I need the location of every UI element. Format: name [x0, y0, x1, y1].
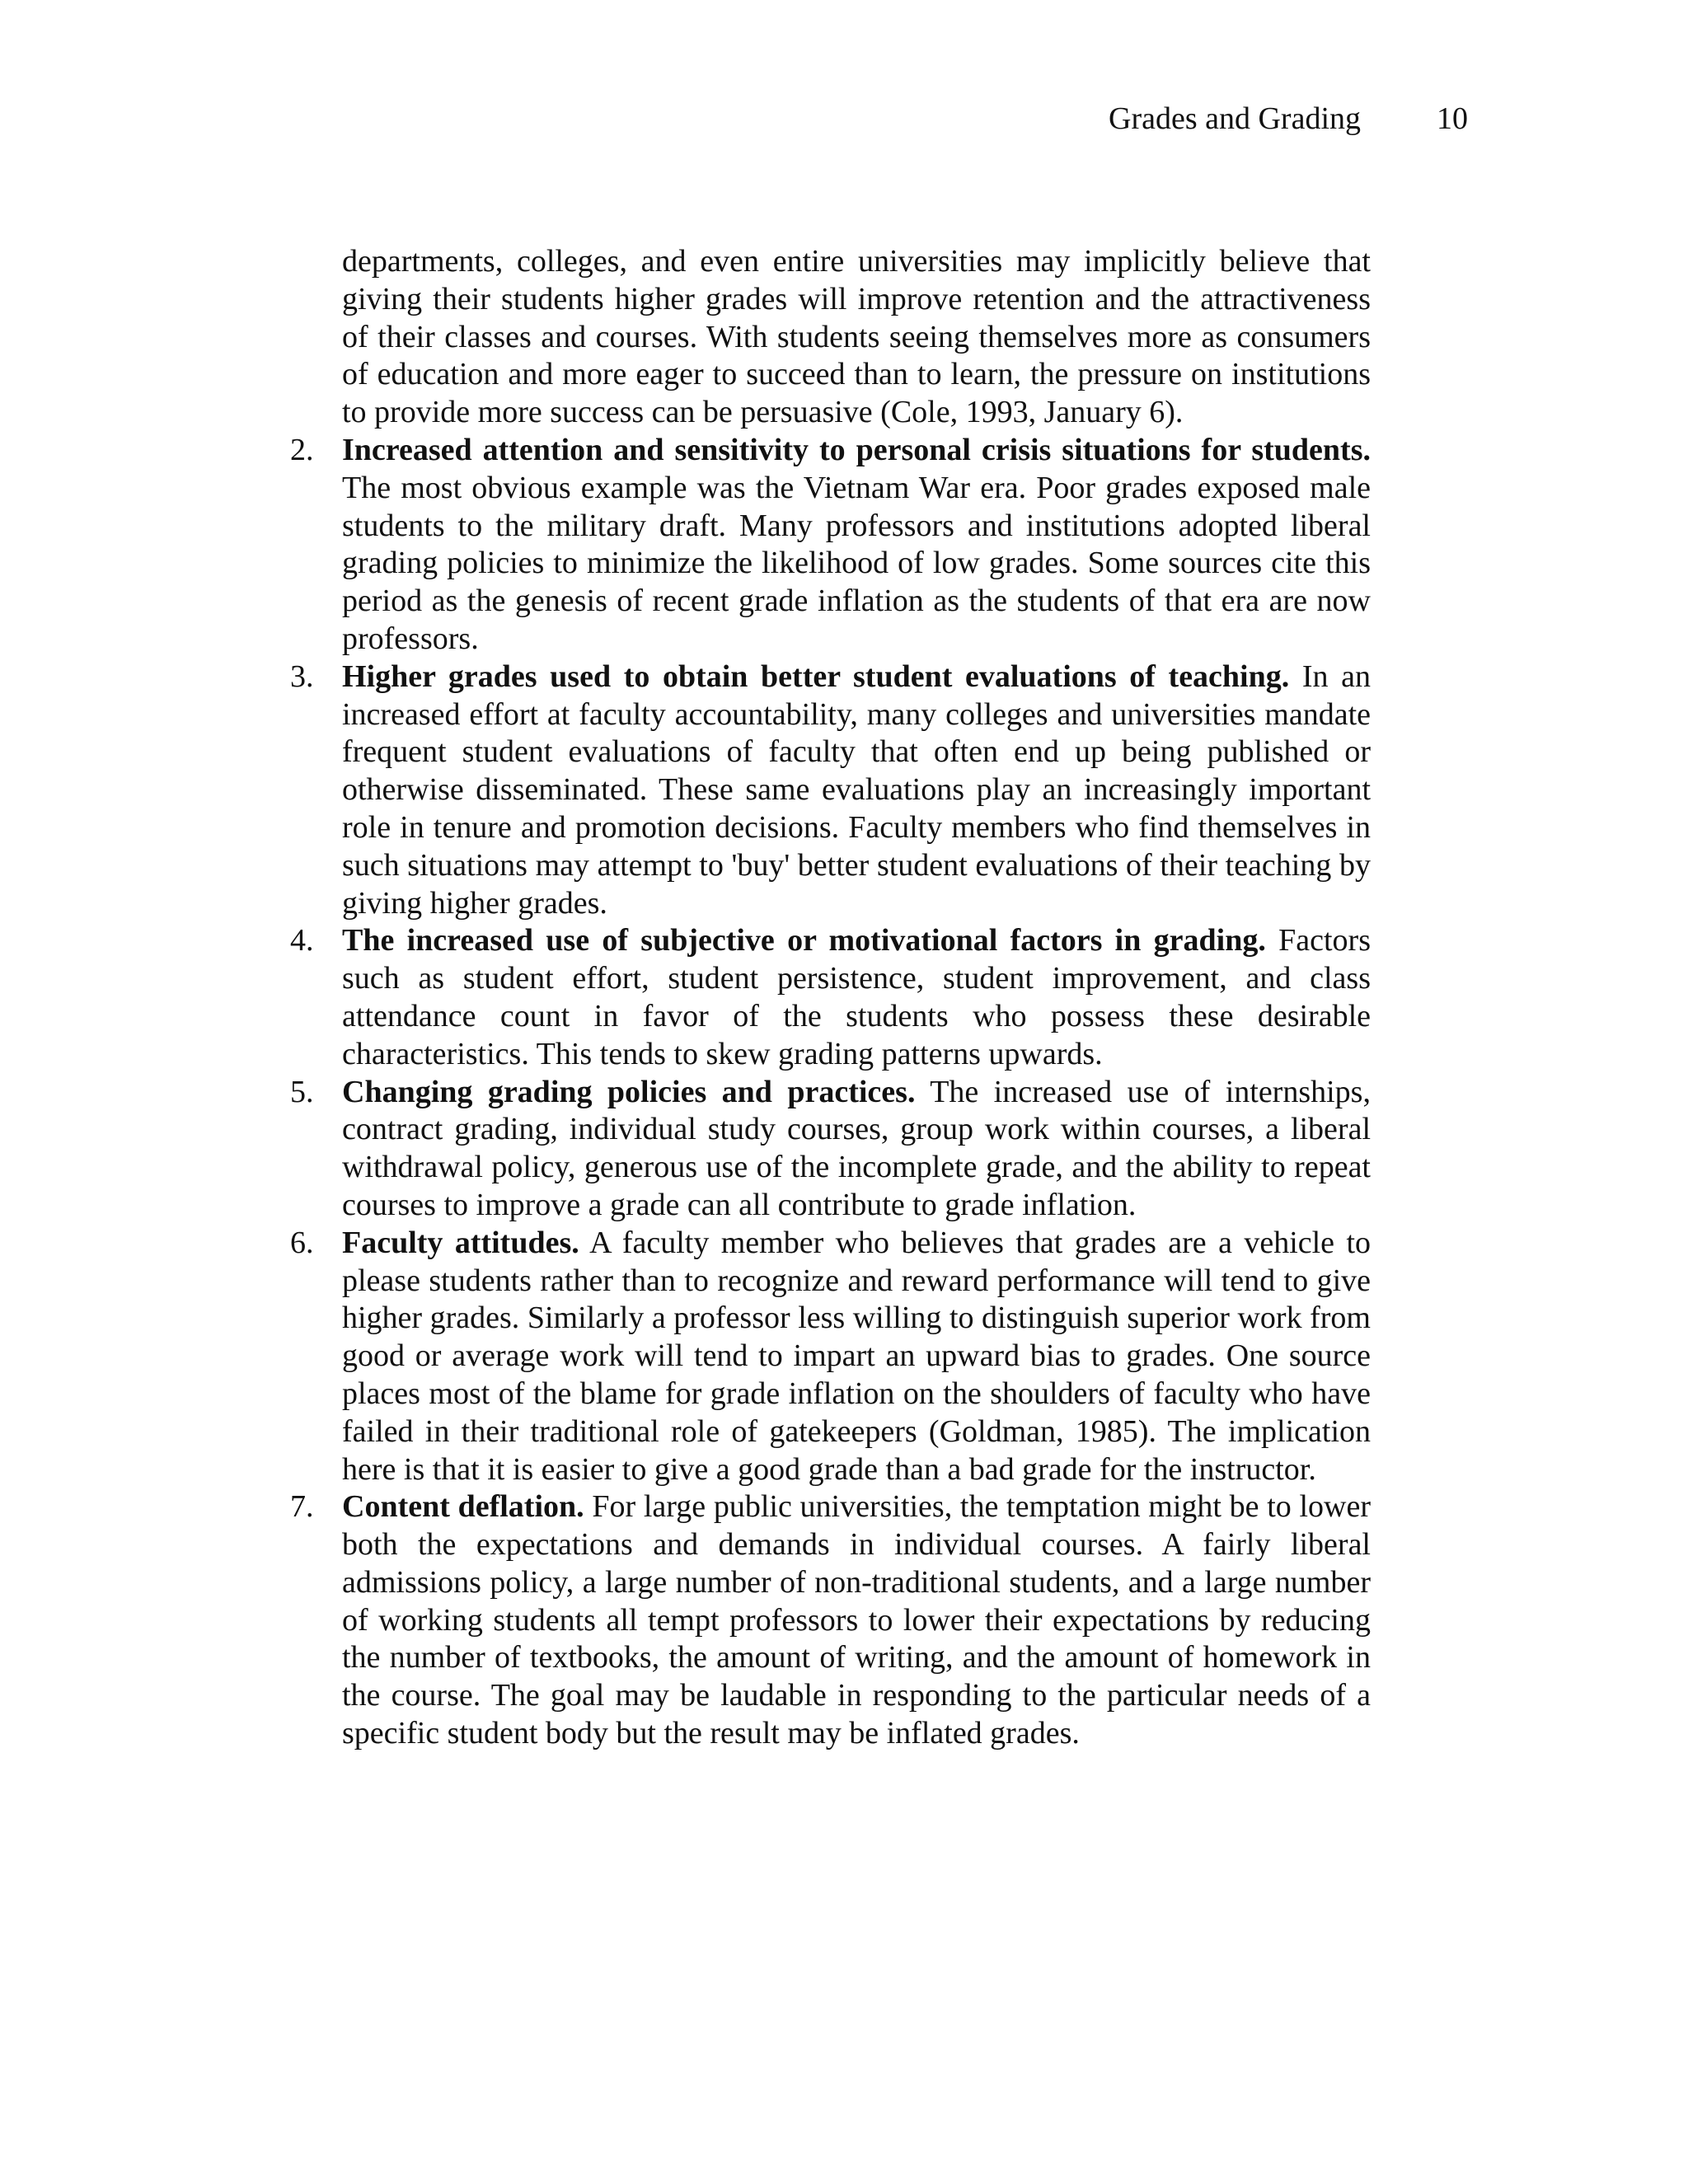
list-item-number: 7.	[290, 1489, 314, 1525]
list-item	[290, 432, 1371, 658]
list-item-text: In an increased effort at faculty accountability, many colleges and universities mandate frequent student evaluations of faculty that often end up being published or otherwise disseminated. These same evaluations play an increasingly important role in tenure and promotion decisions. Faculty members who find themselves in such situations may attempt to 'buy' better student evaluations of their teaching by giving higher grades.	[342, 658, 1372, 921]
list-item	[290, 658, 1372, 923]
list-item	[290, 1074, 1371, 1225]
page-number: 10	[1437, 101, 1468, 136]
running-title: Grades and Grading	[1109, 101, 1362, 136]
continuation-paragraph: departments, colleges, and even entire universities may implicitly believe that giving their students higher grades will improve retention and the attractiveness of their classes and courses. With students seeing themselves more as consumers of education and more eager to succeed than to learn, the pressure on institutions to provide more success can be persuasive (Cole, 1993, January 6).	[342, 244, 1371, 430]
list-item	[290, 1225, 1371, 1489]
factor-list	[290, 432, 1372, 1753]
list-item-heading: Higher grades used to obtain better student evaluations of teaching.	[342, 658, 1290, 694]
list-item-heading: Changing grading policies and practices.	[342, 1074, 916, 1109]
list-item-number: 3.	[290, 658, 314, 694]
list-item-number: 4.	[290, 923, 314, 958]
list-item-text: The increased use of internships, contract grading, individual study courses, group work within courses, a liberal withdrawal policy, generous use of the incomplete grade, and the ability to repeat courses to improve a grade can all contribute to grade inflation.	[342, 1074, 1371, 1222]
body-text	[290, 243, 1372, 1753]
list-item-heading: The increased use of subjective or motivational factors in grading.	[342, 923, 1266, 958]
list-item-text: A faculty member who believes that grades are a vehicle to please students rather than to recognize and reward performance will tend to give higher grades. Similarly a professor less willing to distinguish superior work from good or average work will tend to impart an upward bias to grades. One source places most of the blame for grade inflation on the shoulders of faculty who have failed in their traditional role of gatekeepers (Goldman, 1985). The implication here is that it is easier to give a good grade than a bad grade for the instructor.	[342, 1225, 1371, 1487]
list-item-text: For large public universities, the temptation might be to lower both the expectations and demands in individual courses. A fairly liberal admissions policy, a large number of non-traditional students, and a large number of working students all tempt professors to lower their expectations by reducing the number of textbooks, the amount of writing, and the amount of homework in the course. The goal may be laudable in responding to the particular needs of a specific student body but the result may be inflated grades.	[342, 1489, 1371, 1751]
list-item	[290, 922, 1371, 1073]
list-item-number: 5.	[290, 1074, 314, 1109]
list-item-heading: Content deflation.	[342, 1489, 584, 1525]
list-item	[290, 1488, 1371, 1753]
list-item-text: Factors such as student effort, student persistence, student improvement, and class attendance count in favor of the students who possess these desirable characteristics. This tends to skew grading patterns upwards.	[342, 923, 1371, 1071]
list-item-text: The most obvious example was the Vietnam War era. Poor grades exposed male students to the military draft. Many professors and institutions adopted liberal grading policies to minimize the likelihood of low grades. Some sources cite this period as the genesis of recent grade inflation as the students of that era are now professors.	[342, 470, 1371, 656]
list-item-number: 6.	[290, 1225, 314, 1260]
list-item-heading: Increased attention and sensitivity to personal crisis situations for students.	[342, 432, 1371, 467]
running-head	[1071, 96, 1484, 142]
list-item-number: 2.	[290, 432, 314, 467]
list-item-heading: Faculty attitudes.	[342, 1225, 579, 1260]
